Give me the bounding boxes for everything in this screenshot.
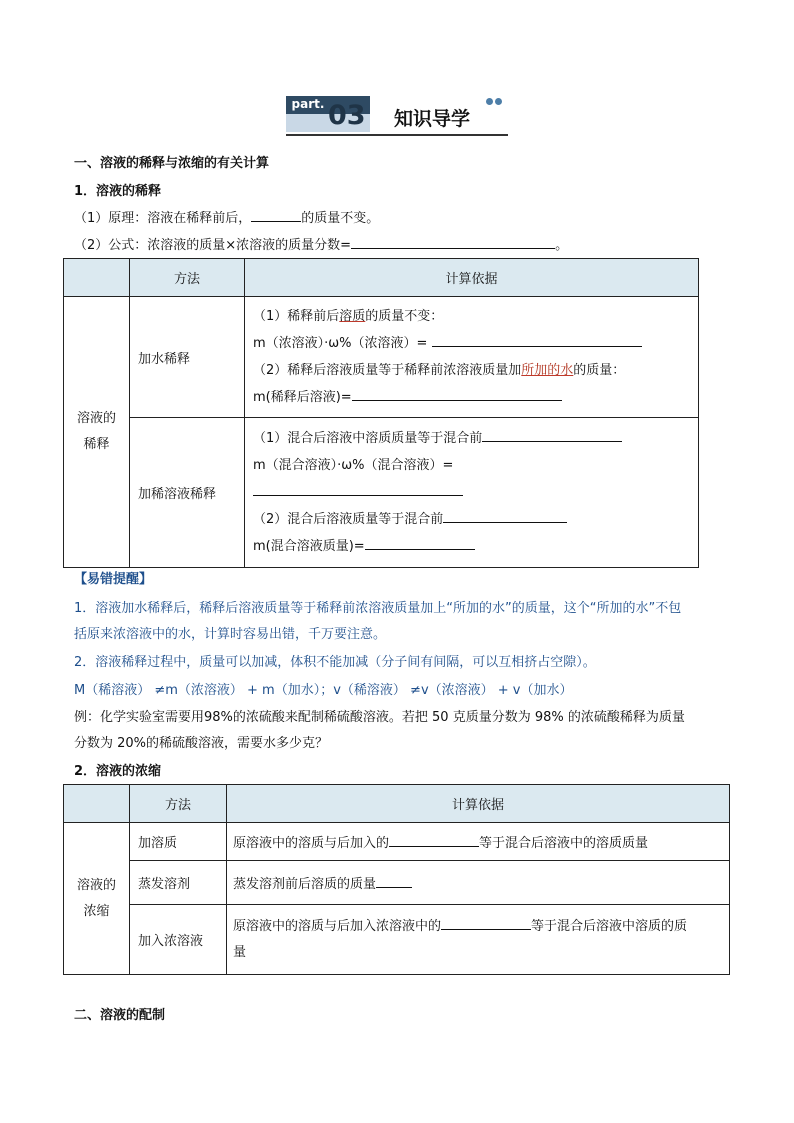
principle-blank[interactable] [251,209,301,222]
subsection-heading: 1．溶液的稀释 [74,184,162,199]
r1-text-a: 原溶液中的溶质与后加入的 [233,836,390,851]
warning-item-2: 2．溶液稀释过程中，质量可以加减，体积不能加减（分子间有间隔，可以互相挤占空隙）。 [74,655,596,670]
formula-blank[interactable] [351,236,555,249]
method-header: 方法 [130,259,245,297]
banner-number: 03 [328,100,366,131]
r1-line1-c: 的质量不变： [365,309,444,324]
formula-prefix: （2）公式：浓溶液的质量×浓溶液的质量分数= [74,238,352,253]
principle-line [74,207,379,226]
row-label-2-part-a: 溶液的 [76,877,116,893]
example-problem [74,705,734,757]
r2-line4: （2）混合后溶液质量等于混合前 [253,512,444,527]
r2-line1-blank[interactable] [482,429,622,442]
basis-add-solute [227,823,730,861]
r1-line3-water: 所加的水 [521,363,574,378]
r1-line1-solute: 溶质 [339,309,366,324]
row-label-concentration [64,823,130,975]
table2-corner-cell [64,785,130,823]
table-corner-cell [64,259,130,297]
r1-line4: m(稀释后溶液)= [253,390,352,405]
dilution-table [63,258,699,568]
method-add-water: 加水稀释 [130,297,245,418]
r2-line2: m（混合溶液）·ω%（混合溶液）= [253,458,454,473]
r1-line2-blank[interactable] [432,334,642,347]
r1-text-b: 等于混合后溶液中的溶质质量 [479,836,649,851]
r3-text-c: 量 [233,944,247,960]
basis-add-dilute [245,418,699,568]
formula-suffix: 。 [555,238,569,253]
r1-line1-a: （1）稀释前后 [253,309,340,324]
row-label-part-a: 溶液的 [76,411,116,426]
basis-evaporate [227,861,730,905]
r2-blank[interactable] [376,875,412,888]
r1-line3-c: 的质量： [573,363,626,378]
warning-item-1-line-a: 1．溶液加水稀释后，稀释后溶液质量等于稀释前浓溶液质量加上“所加的水”的质量，这个“所加的水”不包 [74,601,682,616]
banner-title: 知识导学 [394,108,471,130]
warning-item-1 [74,596,734,648]
principle-prefix: （1）原理：溶液在稀释前后， [74,211,252,226]
warning-title: 【易错提醒】 [74,572,153,587]
decorative-dots-icon [486,94,504,109]
r2-text: 蒸发溶剂前后溶质的质量 [233,877,377,892]
section-heading: 一、溶液的稀释与浓缩的有关计算 [74,156,270,171]
r2-line3-blank[interactable] [253,483,463,496]
method-add-dilute: 加稀溶液稀释 [130,418,245,568]
row-label-part-b: 稀释 [83,437,110,452]
basis-add-concentrated [227,905,730,975]
warning-item-1-line-b: 括原来浓溶液中的水，计算时容易出错，千万要注意。 [74,627,387,642]
section-heading-2: 二、溶液的配制 [74,1008,166,1023]
method-evaporate: 蒸发溶剂 [130,861,227,905]
r1-line3-a: （2）稀释后溶液质量等于稀释前浓溶液质量加 [253,363,522,378]
r1-blank[interactable] [389,834,479,847]
basis-header: 计算依据 [245,259,699,297]
method-add-concentrated: 加入浓溶液 [130,905,227,975]
banner-underline [286,134,508,136]
r2-line4-blank[interactable] [443,510,567,523]
subsection-heading-2: 2．溶液的浓缩 [74,764,162,779]
r1-line2: m（浓溶液）·ω%（浓溶液）= [253,336,428,351]
row-label-dilution [64,297,130,568]
row-label-2-part-b: 浓缩 [83,903,110,919]
example-line-a: 例：化学实验室需要用98%的浓硫酸来配制稀硫酸溶液。若把 50 克质量分数为 98% 的浓硫酸稀释为质量 [74,710,685,725]
r1-line4-blank[interactable] [352,388,562,401]
warning-formula: M（稀溶液） ≠m（浓溶液） + m（加水）；v（稀溶液） ≠v（浓溶液） + v（加水） [74,683,573,698]
example-line-b: 分数为 20%的稀硫酸溶液，需要水多少克？ [74,736,329,751]
r3-blank[interactable] [441,917,531,930]
method-add-solute: 加溶质 [130,823,227,861]
section-banner [286,96,508,138]
r3-text-a: 原溶液中的溶质与后加入浓溶液中的 [233,918,442,934]
concentration-table [63,784,730,975]
r2-line5: m(混合溶液质量)= [253,539,365,554]
r2-line5-blank[interactable] [365,537,475,550]
basis-header-2: 计算依据 [227,785,730,823]
banner-part-label: part. [291,97,325,111]
r3-text-b: 等于混合后溶液中溶质的质 [531,918,688,934]
method-header-2: 方法 [130,785,227,823]
basis-add-water [245,297,699,418]
principle-suffix: 的质量不变。 [301,211,380,226]
r2-line1: （1）混合后溶液中溶质质量等于混合前 [253,431,483,446]
formula-line [74,234,568,253]
